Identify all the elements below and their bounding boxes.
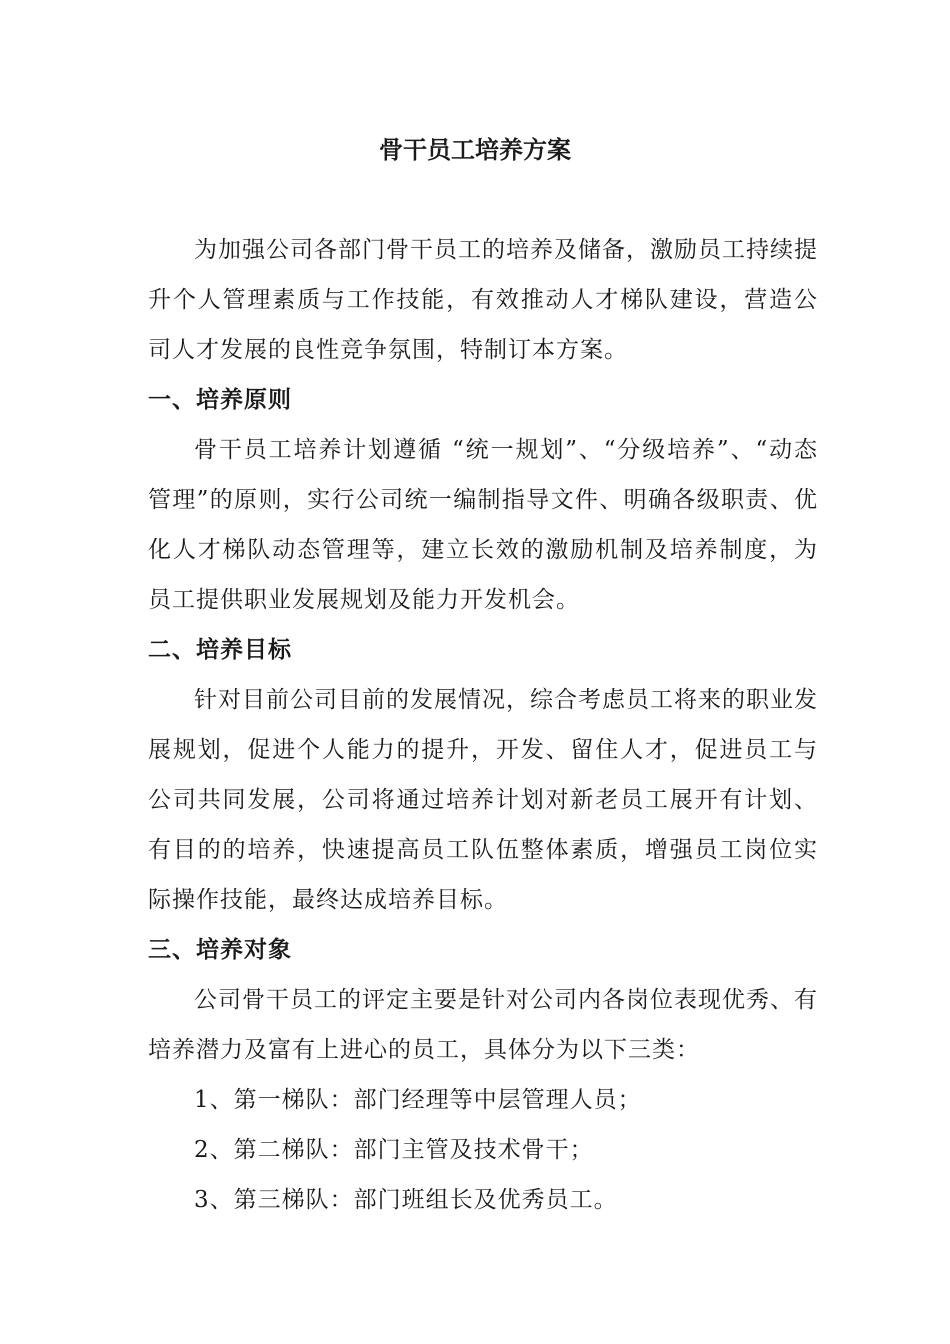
section-body-goals: 针对目前公司目前的发展情况，综合考虑员工将来的职业发展规划，促进个人能力的提升，开发、留住人才，促进员工与公司共同发展，公司将通过培养计划对新老员工展开有计划、有目的的培养，快速提高员工队伍整体素质，增强员工岗位实际操作技能，最终达成培养目标。 [148,687,818,913]
document-title: 骨干员工培养方案 [379,136,571,164]
document-body [148,225,818,1225]
list-item: 2、第二梯队：部门主管及技术骨干； [194,1137,594,1163]
section-body-principles: 骨干员工培养计划遵循 “统一规划”、“分级培养”、“动态管理”的原则，实行公司统一编制指导文件、明确各级职责、优化人才梯队动态管理等，建立长效的激励机制及培养制度，为员工提供职业发展规划及能力开发机会。 [148,437,818,613]
intro-paragraph: 为加强公司各部门骨干员工的培养及储备，激励员工持续提升个人管理素质与工作技能，有效推动人才梯队建设，营造公司人才发展的良性竞争氛围，特制订本方案。 [148,237,818,363]
section-body-targets: 公司骨干员工的评定主要是针对公司内各岗位表现优秀、有培养潜力及富有上进心的员工，具体分为以下三类： [148,987,818,1063]
list-item: 1、第一梯队：部门经理等中层管理人员； [194,1087,642,1113]
section-heading-goals: 二、培养目标 [148,637,292,663]
section-heading-principles: 一、培养原则 [148,387,292,413]
section-heading-targets: 三、培养对象 [148,937,292,963]
list-item: 3、第三梯队：部门班组长及优秀员工。 [194,1187,618,1213]
